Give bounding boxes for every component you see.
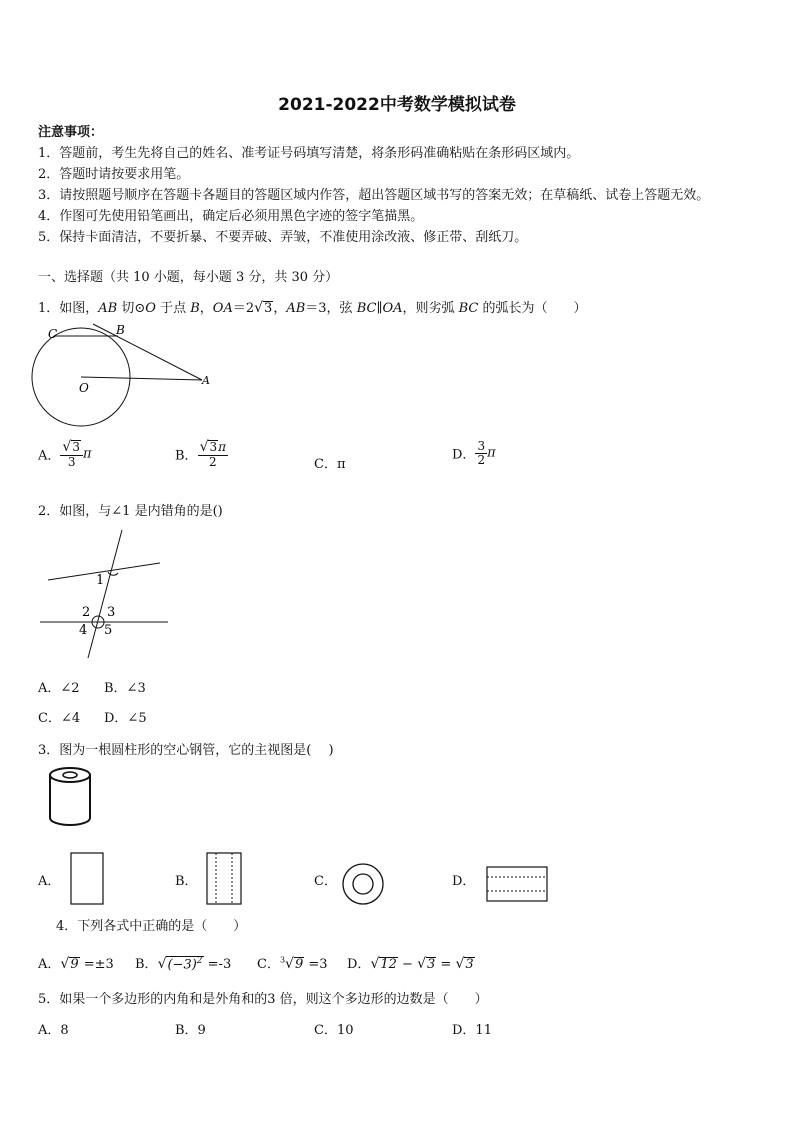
- q5-option-a[interactable]: A．8: [38, 1023, 69, 1038]
- q4-option-b[interactable]: B．$√(-3)^2 =-3$: [135, 955, 232, 972]
- q2-option-b[interactable]: B．∠3: [104, 681, 146, 696]
- q1-label-a: A: [202, 374, 210, 387]
- q2-label-2: 2: [82, 605, 91, 620]
- q2-stem: 2．如图，与∠1 是内错角的是(): [38, 504, 223, 519]
- q4-option-c[interactable]: C．$^3$√9 =3: [257, 955, 328, 972]
- q4-option-a[interactable]: A．√9 =±3: [38, 956, 114, 972]
- q4-stem: 4．下列各式中正确的是（ ）: [56, 919, 247, 934]
- note-item-5: 5．保持卡面清洁，不要折暴、不要弄破、弄皱，不准使用涂改液、修正带、刮纸刀。: [38, 230, 528, 245]
- q2-figure: [38, 530, 178, 665]
- q5-option-d[interactable]: D．11: [452, 1023, 492, 1038]
- q2-option-a[interactable]: A．∠2: [38, 681, 80, 696]
- q2-angle1-arc: [108, 572, 118, 575]
- q1-option-c[interactable]: C．π: [314, 457, 346, 472]
- q2-option-c[interactable]: C．∠4: [38, 711, 81, 726]
- q1-label-c: C: [48, 327, 58, 341]
- q1-tangent-ab: [93, 324, 202, 380]
- q2-transversal: [88, 530, 122, 658]
- q1-option-a[interactable]: A． $\frac{√3}{3}$ π: [38, 439, 92, 469]
- q5-option-b[interactable]: B．9: [175, 1023, 206, 1038]
- q1-option-b[interactable]: B． $\frac{√3\pi}{2}$: [175, 439, 227, 469]
- q3-option-c[interactable]: C．: [314, 874, 337, 889]
- q1-option-d[interactable]: D． $\frac{3}{2}$ π: [452, 439, 496, 467]
- q1-label-b: B: [116, 323, 125, 337]
- q3-option-a-figure: [70, 852, 106, 906]
- q2-label-5: 5: [104, 623, 113, 638]
- note-item-3: 3．请按照题号顺序在答题卡各题目的答题区域内作答，超出答题区域书写的答案无效；在草稿纸、试卷上答题无效。: [38, 188, 710, 203]
- q3-option-b[interactable]: B．: [175, 874, 198, 889]
- q2-label-3: 3: [107, 605, 116, 620]
- q1-stem: 1．如图，AB 切⊙O 于点 B，OA＝2√3，AB＝3，弦 BC∥OA，则劣弧 BC 的弧长为（ ）: [38, 300, 587, 316]
- note-item-1: 1．答题前，考生先将自己的姓名、准考证号码填写清楚，将条形码准确粘贴在条形码区域内。: [38, 146, 580, 161]
- q3-cylinder-figure: [46, 766, 96, 828]
- note-item-4: 4．作图可先使用铅笔画出，确定后必须用黑色字迹的签字笔描黑。: [38, 209, 424, 224]
- q3-option-d-figure: [486, 866, 550, 904]
- q4-option-d[interactable]: D．√12 − √3 = √3: [347, 956, 474, 972]
- q5-stem: 5．如果一个多边形的内角和是外角和的3 倍，则这个多边形的边数是（ ）: [38, 992, 488, 1007]
- q2-label-4: 4: [79, 623, 88, 638]
- section-heading: 一、选择题（共 10 小题，每小题 3 分，共 30 分）: [38, 270, 339, 285]
- q3-option-b-figure: [206, 852, 244, 906]
- notes-heading: 注意事项：: [38, 125, 104, 140]
- q2-label-1: 1: [96, 573, 105, 588]
- q1-segment-oa: [81, 377, 202, 380]
- q1-figure: [30, 320, 230, 430]
- q2-option-d[interactable]: D．∠5: [104, 711, 147, 726]
- q1-label-o: O: [79, 381, 89, 395]
- q3-option-a[interactable]: A．: [38, 874, 61, 889]
- q3-option-c-figure: [341, 862, 387, 908]
- q5-option-c[interactable]: C．10: [314, 1023, 354, 1038]
- q3-option-d[interactable]: D．: [452, 874, 476, 889]
- q3-stem: 3．图为一根圆柱形的空心钢管，它的主视图是( ): [38, 743, 334, 758]
- note-item-2: 2．答题时请按要求用笔。: [38, 167, 190, 182]
- page-title: 2021-2022中考数学模拟试卷: [278, 95, 516, 115]
